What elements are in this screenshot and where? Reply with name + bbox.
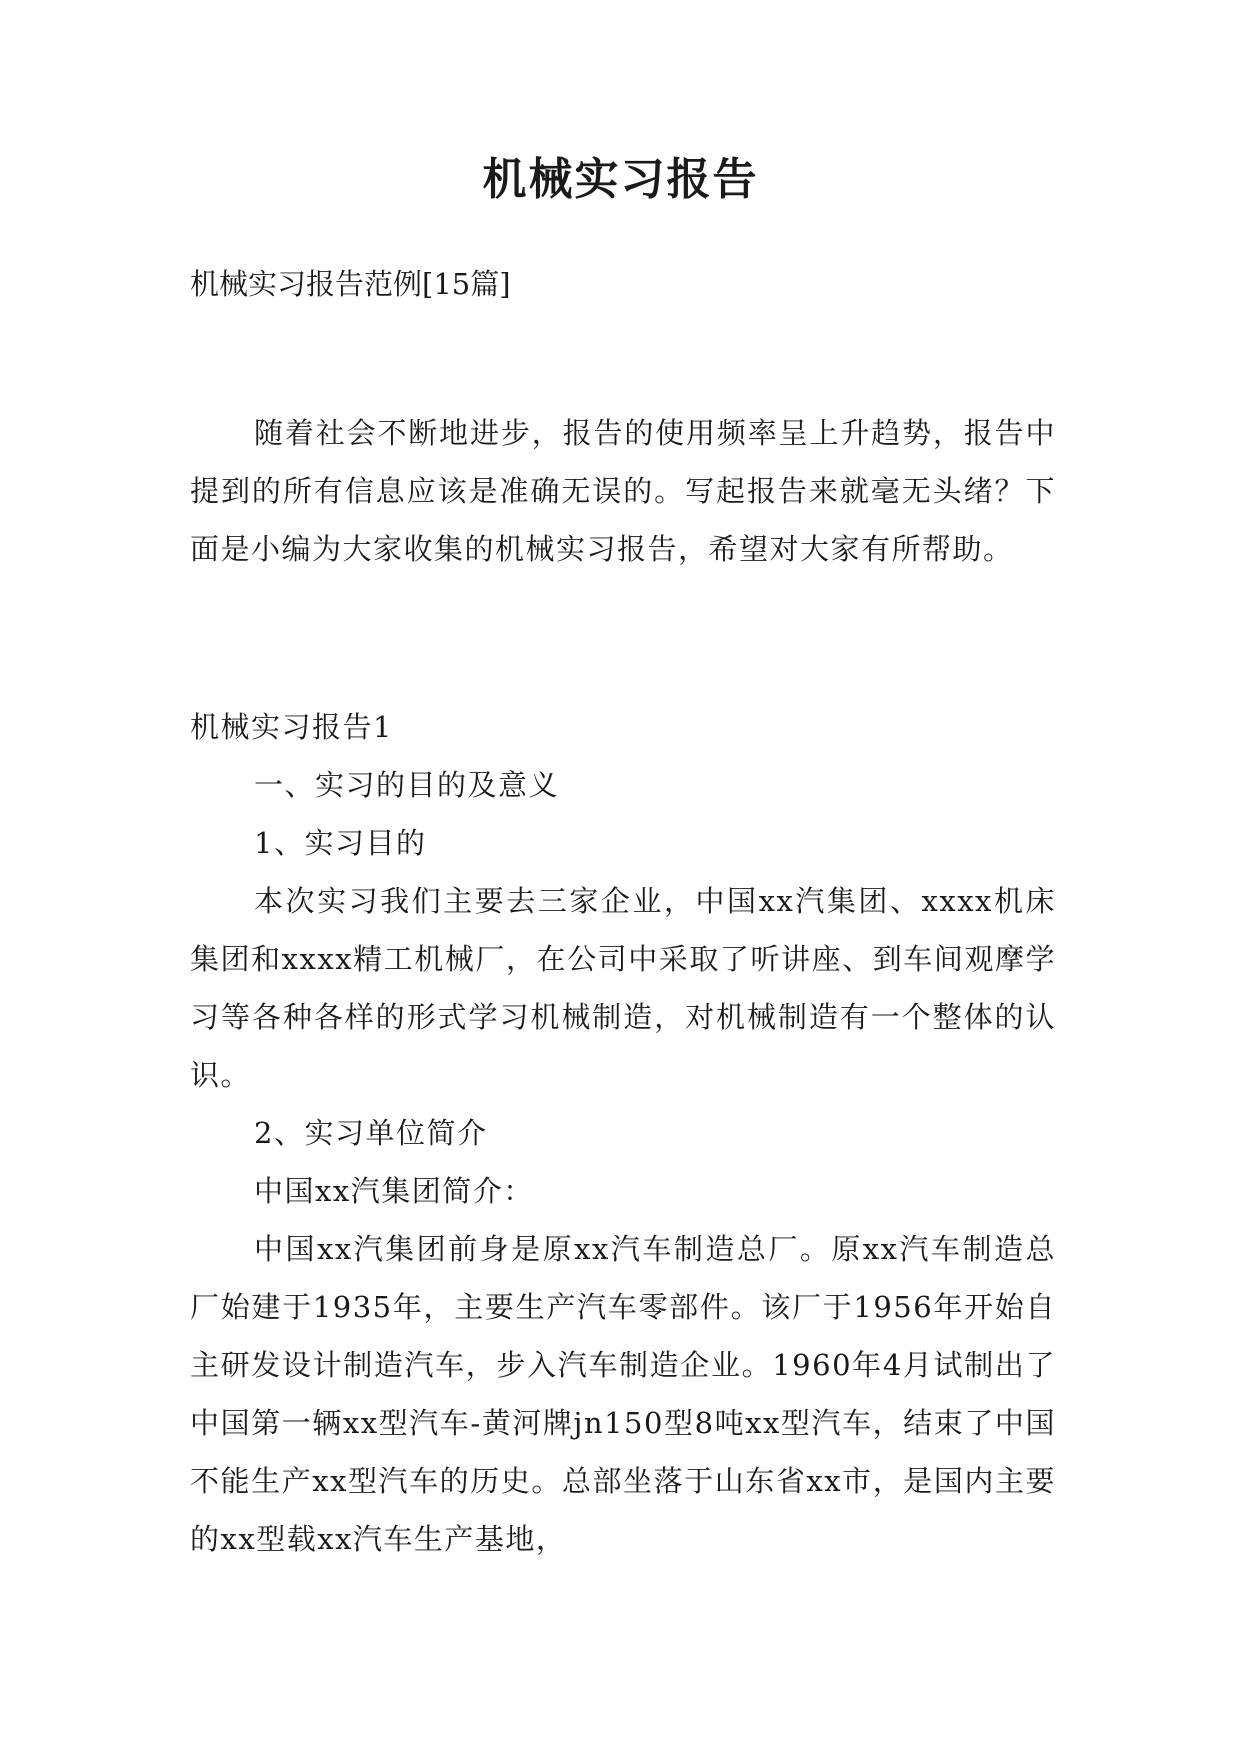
report-section-1 [190, 698, 1056, 1568]
subheading-unit-intro: 2、实习单位简介 [254, 1116, 488, 1150]
subheading-group-intro: 中国xx汽集团简介： [254, 1174, 534, 1208]
paragraph-internship-goal: 本次实习我们主要去三家企业，中国xx汽集团、xxxx机床集团和xxxx精工机械厂，在公司中采取了听讲座、到车间观摩学习等各种各样的形式学习机械制造，对机械制造有一个整体的认识。 [190, 884, 1056, 1092]
intro-section [190, 404, 1056, 578]
paragraph-group-history: 中国xx汽集团前身是原xx汽车制造总厂。原xx汽车制造总厂始建于1935年，主要生产汽车零部件。该厂于1956年开始自主研发设计制造汽车，步入汽车制造企业。1960年4月试制出了中国第一辆xx型汽车-黄河牌jn150型8吨xx型汽车，结束了中国不能生产xx型汽车的历史。总部坐落于山东省xx市，是国内主要的xx型载xx汽车生产基地， [190, 1232, 1056, 1556]
document-subtitle: 机械实习报告范例[15篇] [190, 267, 511, 301]
subheading-internship-goal: 1、实习目的 [254, 826, 427, 860]
document-title: 机械实习报告 [482, 154, 759, 205]
section-heading: 机械实习报告1 [190, 710, 393, 744]
subheading-purpose-significance: 一、实习的目的及意义 [254, 768, 560, 802]
intro-paragraph: 随着社会不断地进步，报告的使用频率呈上升趋势，报告中提到的所有信息应该是准确无误的。写起报告来就毫无头绪？下面是小编为大家收集的机械实习报告，希望对大家有所帮助。 [190, 416, 1056, 566]
